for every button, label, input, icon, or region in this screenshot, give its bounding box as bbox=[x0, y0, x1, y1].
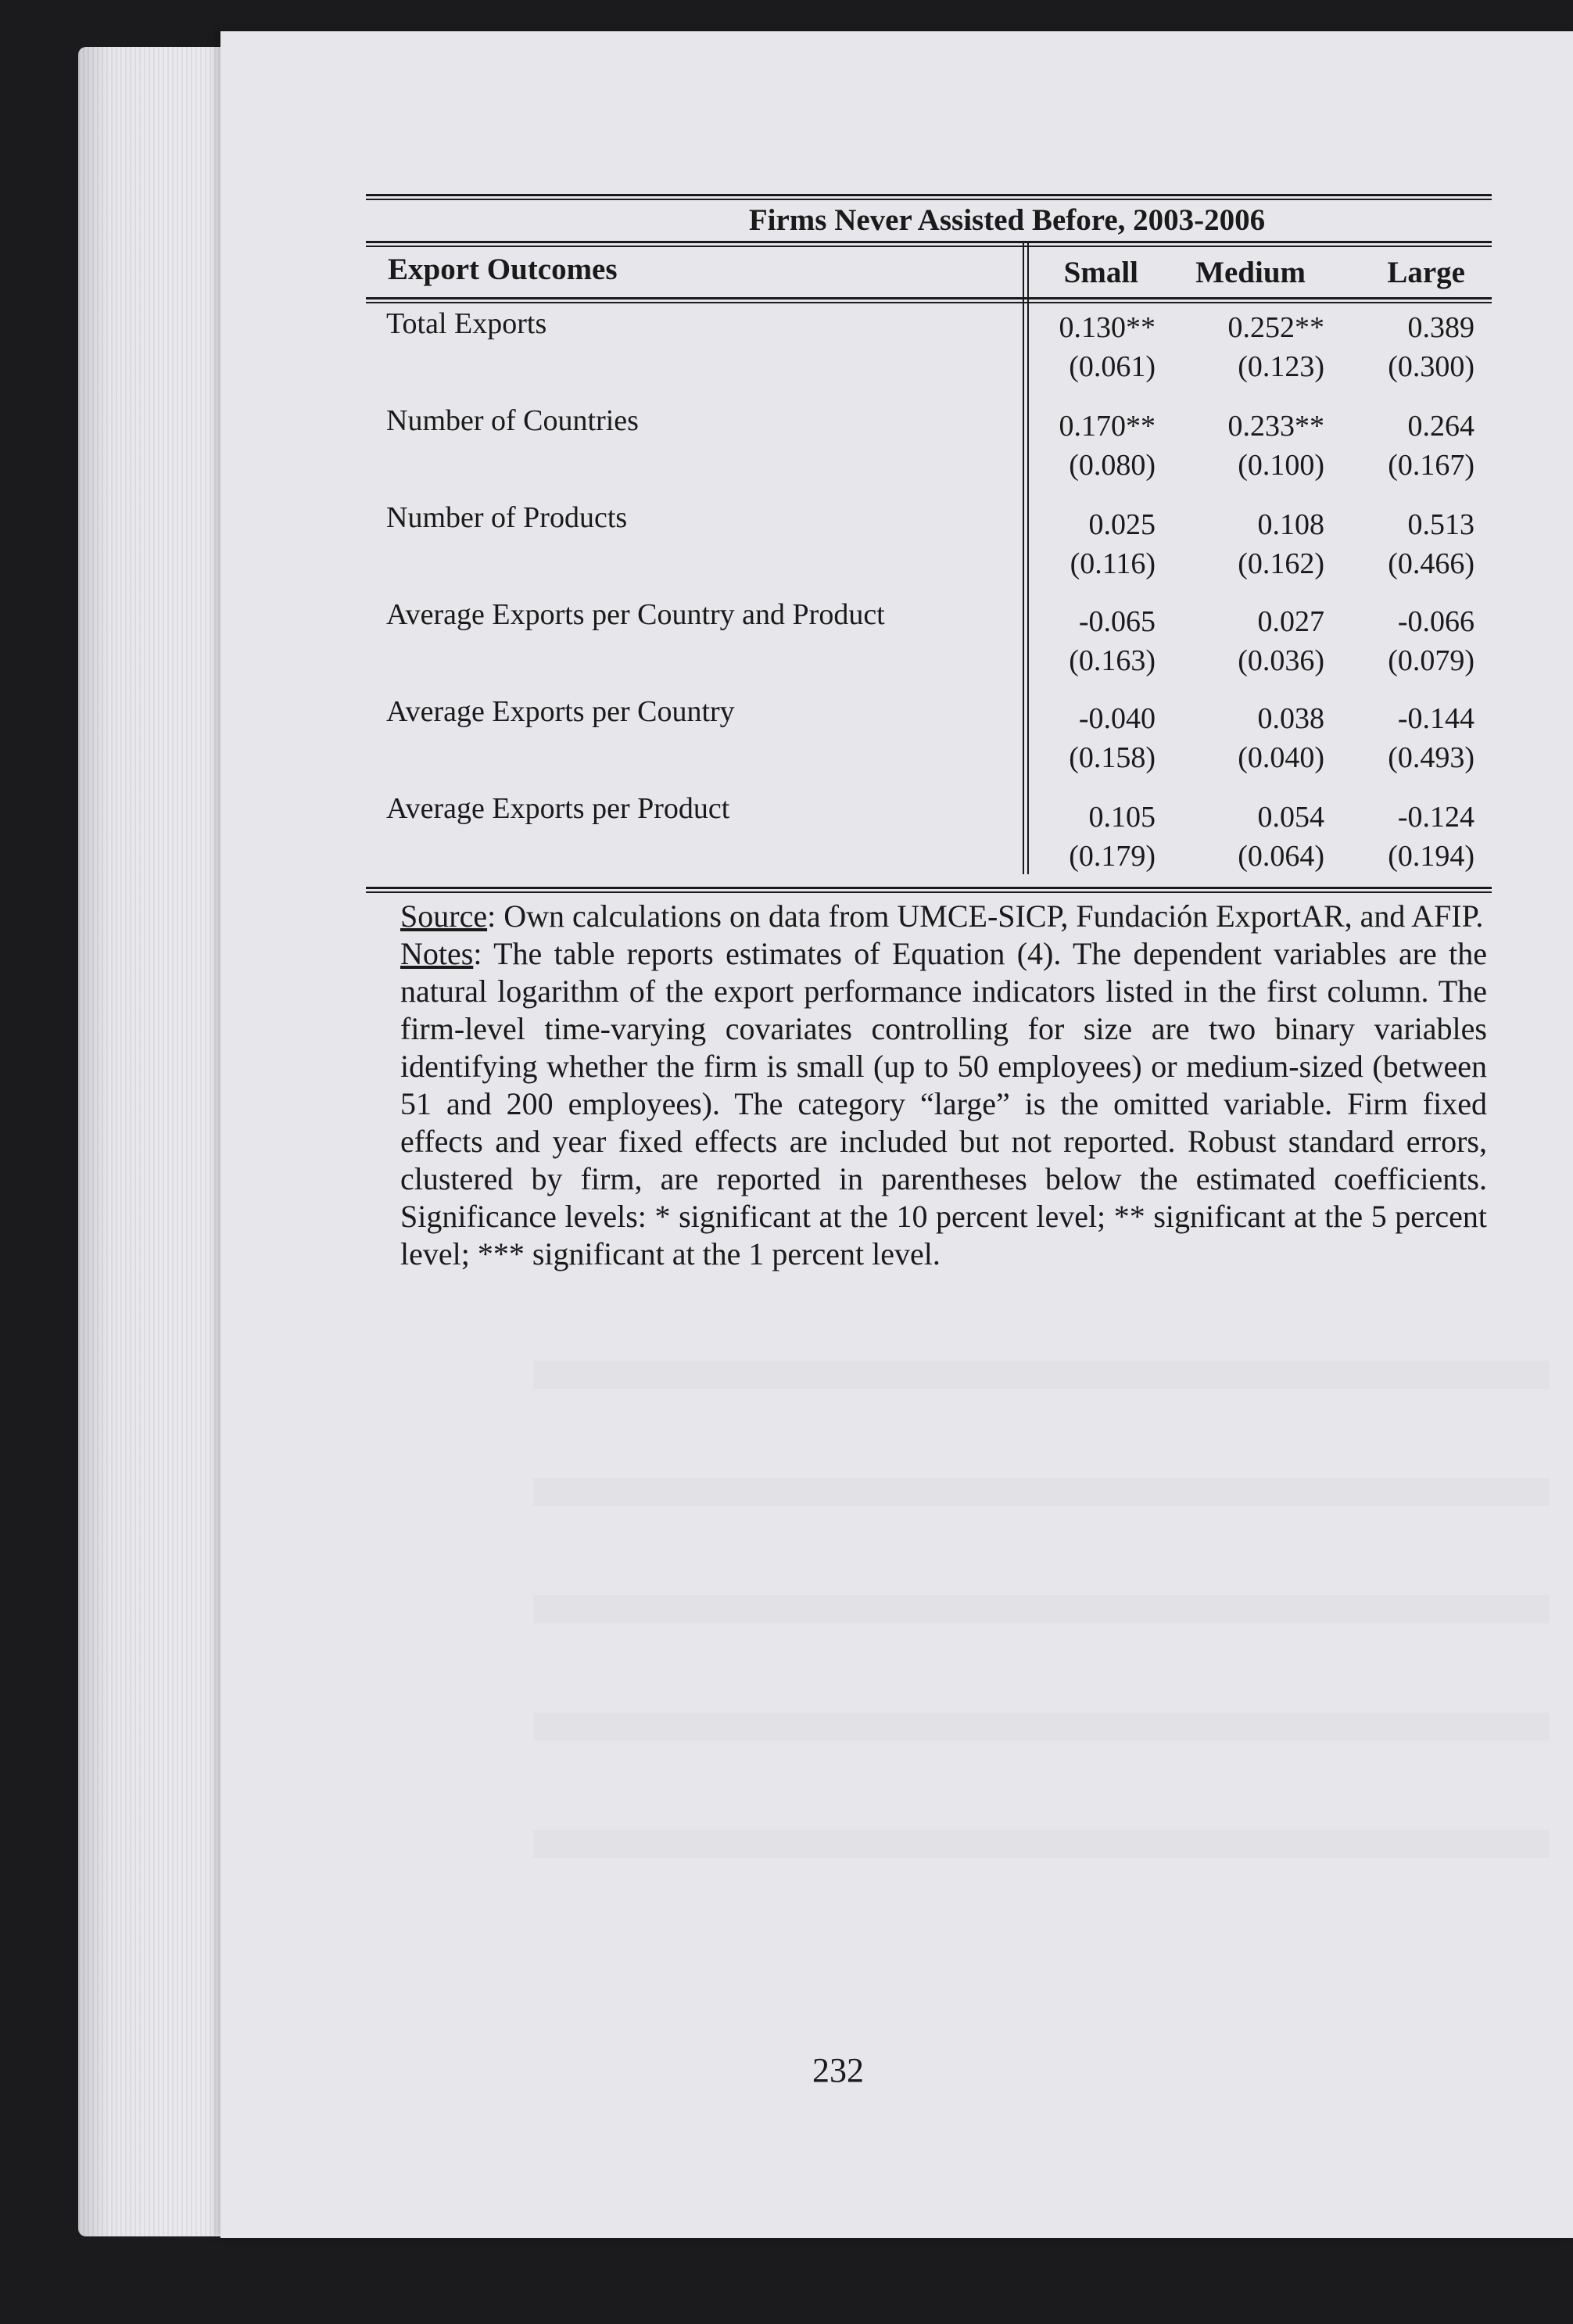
book-page bbox=[220, 31, 1573, 2238]
cell-large bbox=[1388, 308, 1474, 386]
coefficient: -0.065 bbox=[1078, 605, 1156, 638]
coefficient: 0.513 bbox=[1407, 508, 1474, 541]
cell-medium bbox=[1228, 308, 1325, 386]
coefficient: 0.130** bbox=[1059, 311, 1156, 344]
notes-paragraph bbox=[400, 935, 1487, 1273]
coefficient: -0.144 bbox=[1397, 702, 1474, 735]
source-label: Source bbox=[400, 898, 488, 934]
results-table bbox=[366, 194, 1492, 890]
coefficient: 0.054 bbox=[1257, 801, 1324, 834]
coefficient: 0.170** bbox=[1059, 410, 1156, 443]
standard-error: (0.123) bbox=[1238, 350, 1324, 383]
coefficient: -0.040 bbox=[1078, 702, 1156, 735]
standard-error: (0.493) bbox=[1388, 741, 1474, 774]
table-row bbox=[366, 594, 1492, 691]
notes-label: Notes bbox=[400, 936, 474, 971]
coefficient: 0.264 bbox=[1407, 410, 1474, 443]
standard-error: (0.163) bbox=[1069, 644, 1156, 677]
standard-error: (0.040) bbox=[1238, 741, 1324, 774]
standard-error: (0.194) bbox=[1388, 840, 1474, 873]
standard-error: (0.080) bbox=[1069, 449, 1156, 482]
cell-large bbox=[1388, 505, 1474, 583]
table-title: Firms Never Assisted Before, 2003-2006 bbox=[748, 203, 1266, 237]
standard-error: (0.179) bbox=[1069, 840, 1156, 873]
coefficient: 0.025 bbox=[1088, 508, 1156, 541]
header-medium: Medium bbox=[1195, 256, 1306, 289]
table-row bbox=[366, 497, 1492, 594]
table-row bbox=[366, 400, 1492, 497]
coefficient: 0.027 bbox=[1257, 605, 1324, 638]
cell-small bbox=[1069, 602, 1156, 680]
header-large: Large bbox=[1387, 256, 1465, 289]
coefficient: -0.124 bbox=[1397, 801, 1474, 834]
cell-medium bbox=[1238, 699, 1324, 777]
standard-error: (0.036) bbox=[1238, 644, 1324, 677]
standard-error: (0.167) bbox=[1388, 449, 1474, 482]
cell-large bbox=[1388, 798, 1474, 876]
header-rule bbox=[366, 297, 1492, 303]
cell-large bbox=[1388, 602, 1474, 680]
row-label: Total Exports bbox=[386, 307, 547, 340]
cell-small bbox=[1070, 505, 1156, 583]
standard-error: (0.162) bbox=[1238, 547, 1324, 580]
standard-error: (0.466) bbox=[1388, 547, 1474, 580]
coefficient: 0.108 bbox=[1257, 508, 1324, 541]
source-paragraph bbox=[400, 898, 1487, 935]
cell-medium bbox=[1228, 407, 1325, 485]
coefficient: 0.233** bbox=[1227, 410, 1324, 443]
standard-error: (0.300) bbox=[1388, 350, 1474, 383]
coefficient: 0.038 bbox=[1257, 702, 1324, 735]
row-label: Average Exports per Product bbox=[386, 792, 730, 825]
top-rule bbox=[366, 194, 1492, 200]
standard-error: (0.061) bbox=[1069, 350, 1156, 383]
cell-small bbox=[1069, 798, 1156, 876]
standard-error: (0.064) bbox=[1238, 840, 1324, 873]
coefficient: 0.252** bbox=[1227, 311, 1324, 344]
table-notes bbox=[400, 898, 1487, 1273]
table-header-row bbox=[366, 247, 1492, 297]
header-export-outcomes: Export Outcomes bbox=[388, 253, 618, 286]
coefficient: 0.105 bbox=[1088, 801, 1156, 834]
show-through-shadow bbox=[533, 1361, 1550, 1924]
table-row bbox=[366, 691, 1492, 788]
cell-large bbox=[1388, 407, 1474, 485]
row-label: Average Exports per Country bbox=[386, 695, 735, 728]
table-row bbox=[366, 303, 1492, 400]
standard-error: (0.116) bbox=[1070, 547, 1156, 580]
table-body bbox=[366, 303, 1492, 890]
standard-error: (0.158) bbox=[1069, 741, 1156, 774]
source-text: : Own calculations on data from UMCE-SICP, Fundación ExportAR, and AFIP. bbox=[487, 898, 1484, 934]
header-small: Small bbox=[1063, 256, 1138, 289]
coefficient: -0.066 bbox=[1397, 605, 1474, 638]
cell-medium bbox=[1238, 602, 1324, 680]
row-label: Average Exports per Country and Product bbox=[386, 598, 885, 631]
standard-error: (0.079) bbox=[1388, 644, 1474, 677]
cell-medium bbox=[1238, 798, 1324, 876]
table-row bbox=[366, 788, 1492, 885]
cell-medium bbox=[1238, 505, 1324, 583]
coefficient: 0.389 bbox=[1407, 311, 1474, 344]
row-label: Number of Products bbox=[386, 501, 628, 534]
bottom-rule bbox=[366, 887, 1492, 893]
row-label: Number of Countries bbox=[386, 404, 639, 437]
cell-small bbox=[1059, 407, 1156, 485]
notes-text: : The table reports estimates of Equation (4). The dependent variables are the natural logarithm of the export performance indicators listed in the first column. The firm-level time-varying covariates controlling for size are two binary variables identifying whether the firm is small (up to 50 employees) or medium-sized (between 51 and 200 employees). The category “large” is the omitted variable. Firm fixed effects and year fixed effects are included but not reported. Robust standard errors, clustered by firm, are reported in parentheses below the estimated coefficients. Significance levels: * significant at the 10 percent level; ** significant at the 5 percent level; *** significant at the 1 percent level. bbox=[400, 936, 1487, 1271]
page-number: 232 bbox=[812, 2051, 864, 2089]
standard-error: (0.100) bbox=[1238, 449, 1324, 482]
title-rule bbox=[366, 241, 1492, 247]
cell-small bbox=[1069, 699, 1156, 777]
cell-small bbox=[1059, 308, 1156, 386]
cell-large bbox=[1388, 699, 1474, 777]
